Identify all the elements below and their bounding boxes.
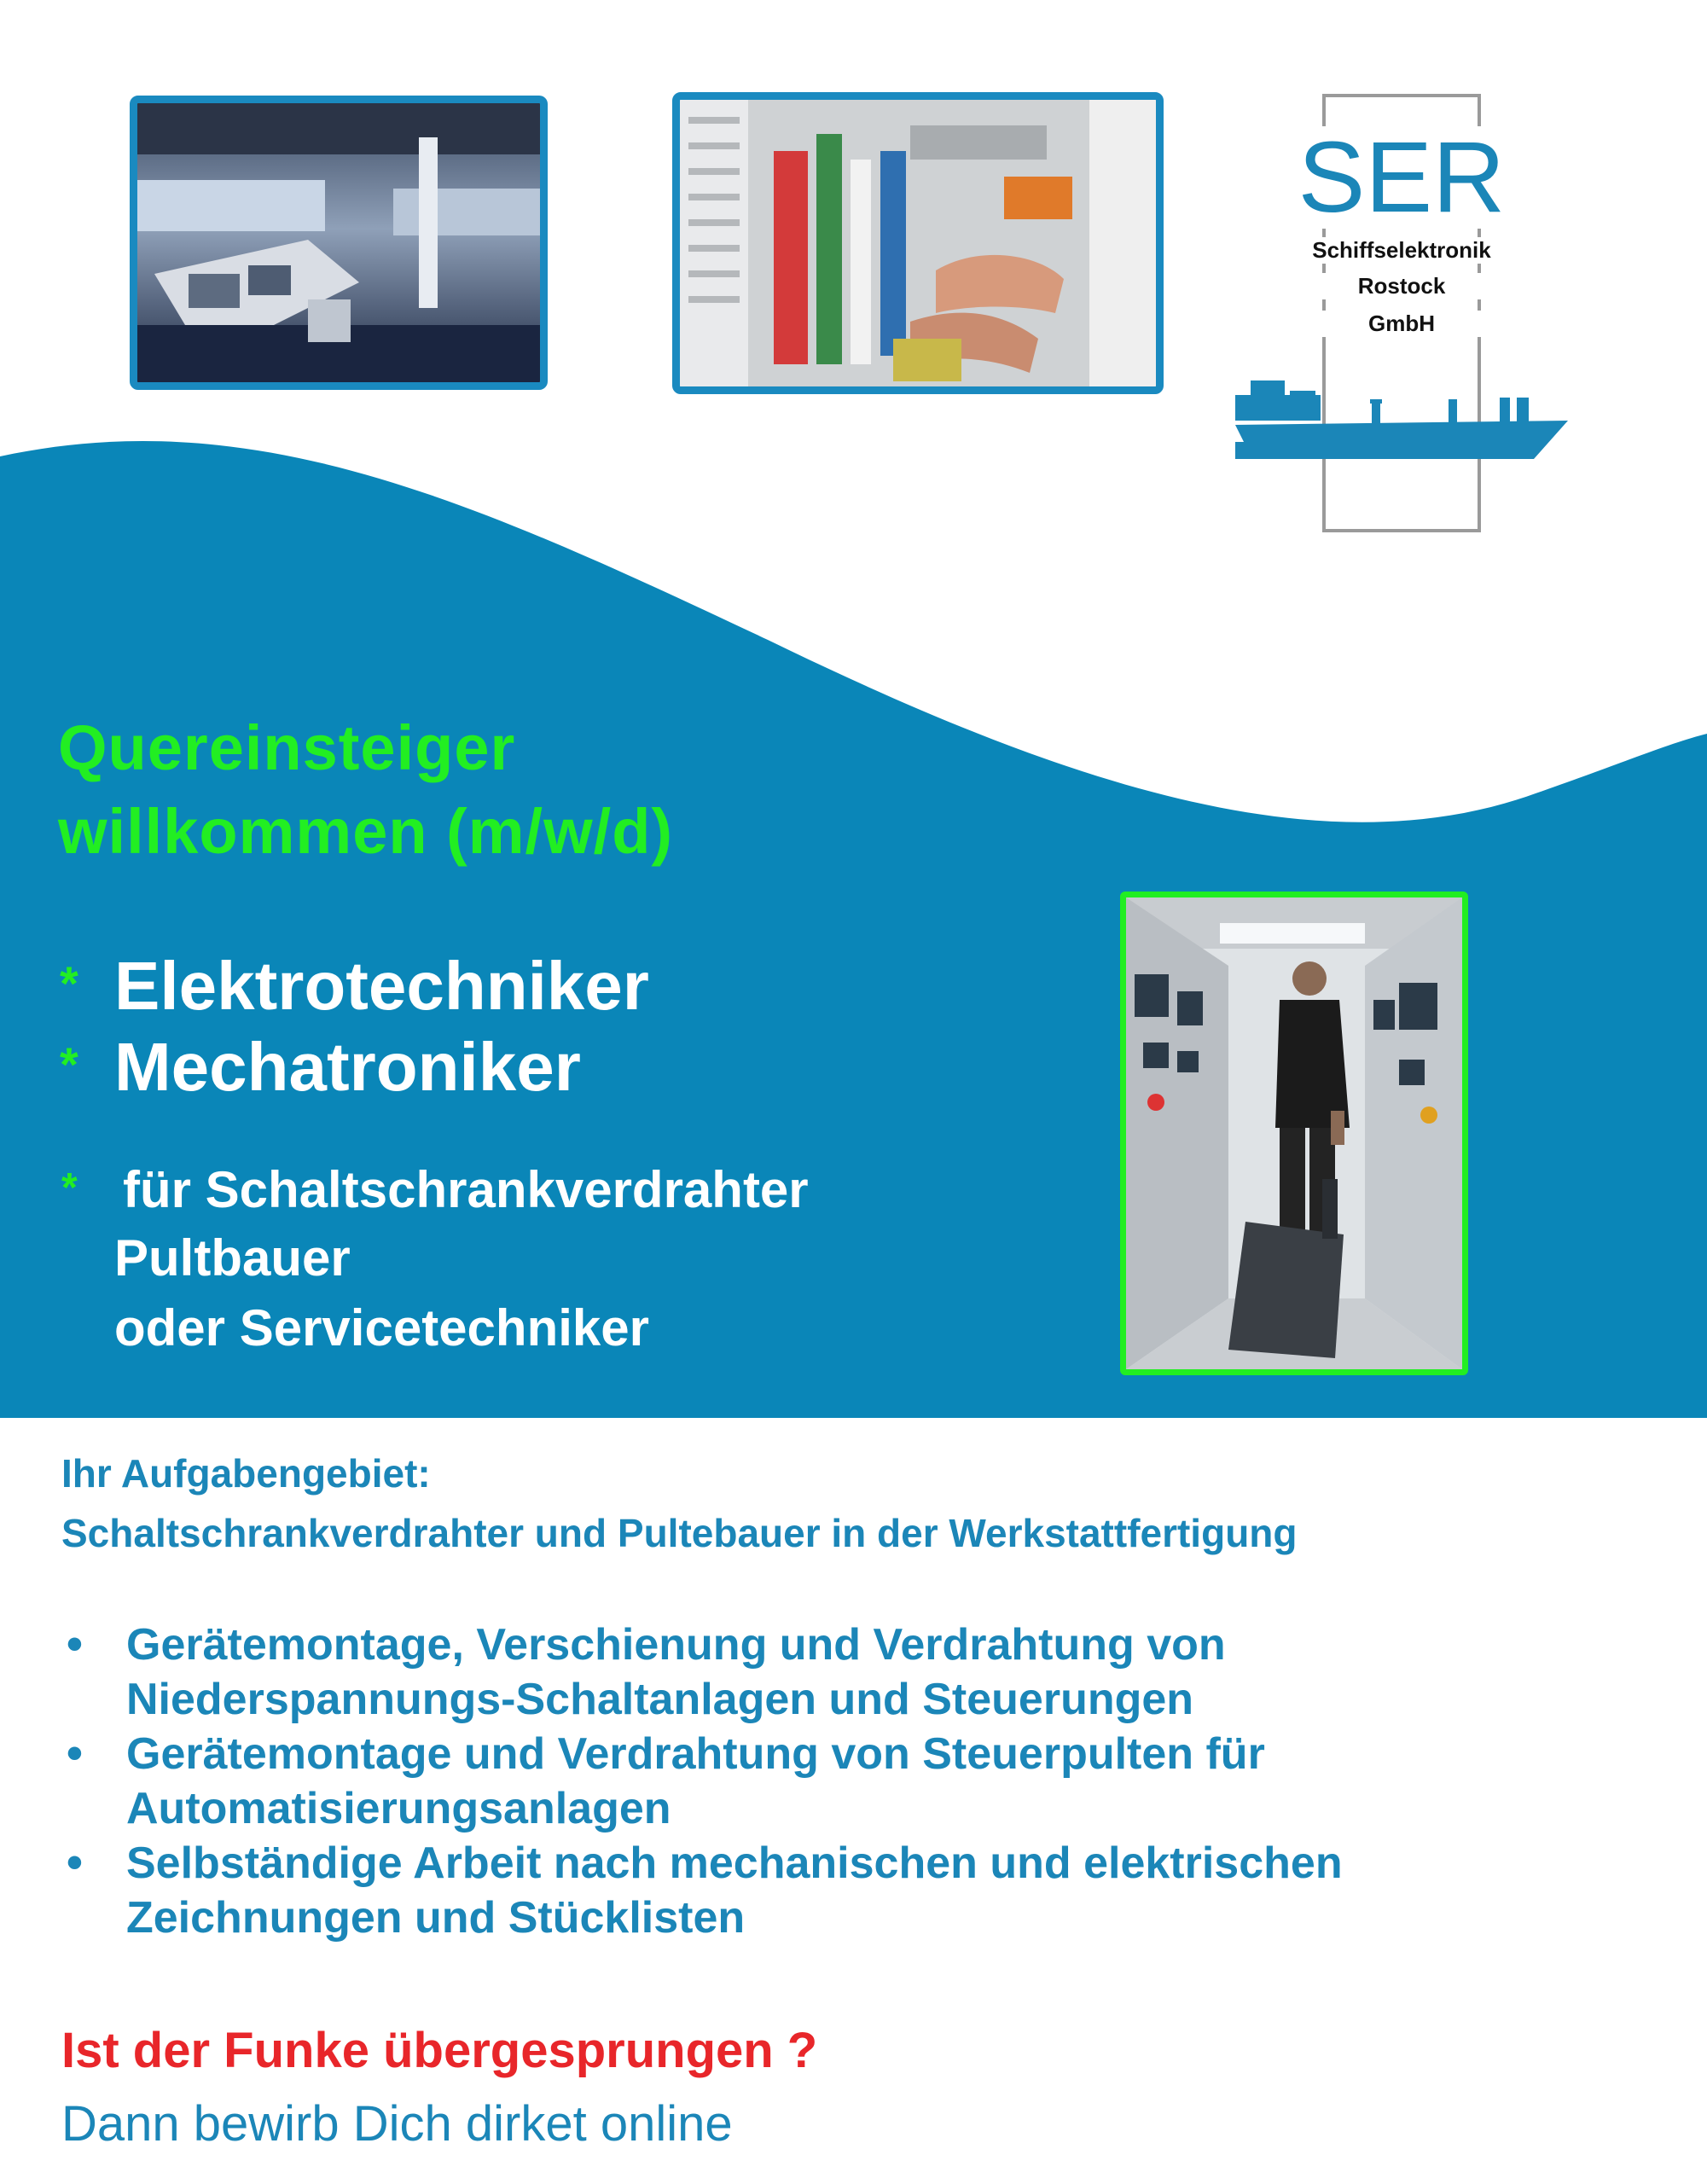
cta-apply-online: Dann bewirb Dich dirket online [61, 2096, 733, 2152]
bullet-1: • [67, 1618, 83, 1670]
bullet-3: • [67, 1837, 83, 1888]
tasks-subtitle: Schaltschrankverdrahter und Pultebauer in der Werkstattfertigung [61, 1511, 1298, 1555]
job-servicetechniker: oder Servicetechniker [114, 1299, 649, 1356]
task-1-line-1: Gerätemontage, Verschienung und Verdrahtung von [126, 1620, 1226, 1670]
engine-control-room-photo [1120, 892, 1468, 1375]
job-pultbauer: Pultbauer [114, 1229, 351, 1287]
switch-cabinet-wiring-photo [672, 92, 1164, 394]
company-logo [1235, 92, 1576, 536]
headline [58, 706, 673, 874]
headline-line-1: Quereinsteiger [58, 712, 516, 783]
logo-line-2: Rostock [1295, 273, 1508, 299]
task-3-line-1: Selbständige Arbeit nach mechanischen und elektrischen [126, 1838, 1343, 1888]
tasks-title: Ihr Aufgabengebiet: [61, 1451, 431, 1496]
headline-line-2: willkommen (m/w/d) [58, 796, 674, 867]
task-3-line-2: Zeichnungen und Stücklisten [126, 1893, 746, 1943]
job-mechatroniker: Mechatroniker [114, 1029, 581, 1105]
task-2-line-2: Automatisierungsanlagen [126, 1784, 671, 1833]
job-star-2: * [60, 1037, 78, 1091]
job-star-3: * [61, 1165, 78, 1211]
task-1-line-2: Niederspannungs-Schaltanlagen und Steuerungen [126, 1675, 1194, 1724]
bullet-2: • [67, 1728, 83, 1779]
logo-line-1: Schiffselektronik [1295, 237, 1508, 264]
logo-line-3: GmbH [1295, 311, 1508, 337]
job-elektrotechniker: Elektrotechniker [114, 948, 649, 1024]
task-2-line-1: Gerätemontage und Verdrahtung von Steuerpulten für [126, 1729, 1265, 1779]
job-schaltschrankverdrahter: für Schaltschrankverdrahter [123, 1161, 809, 1218]
logo-abbreviation: SER [1295, 126, 1508, 229]
ship-bridge-photo [130, 96, 548, 390]
cta-question: Ist der Funke übergesprungen ? [61, 2023, 818, 2078]
job-star-1: * [60, 956, 78, 1010]
